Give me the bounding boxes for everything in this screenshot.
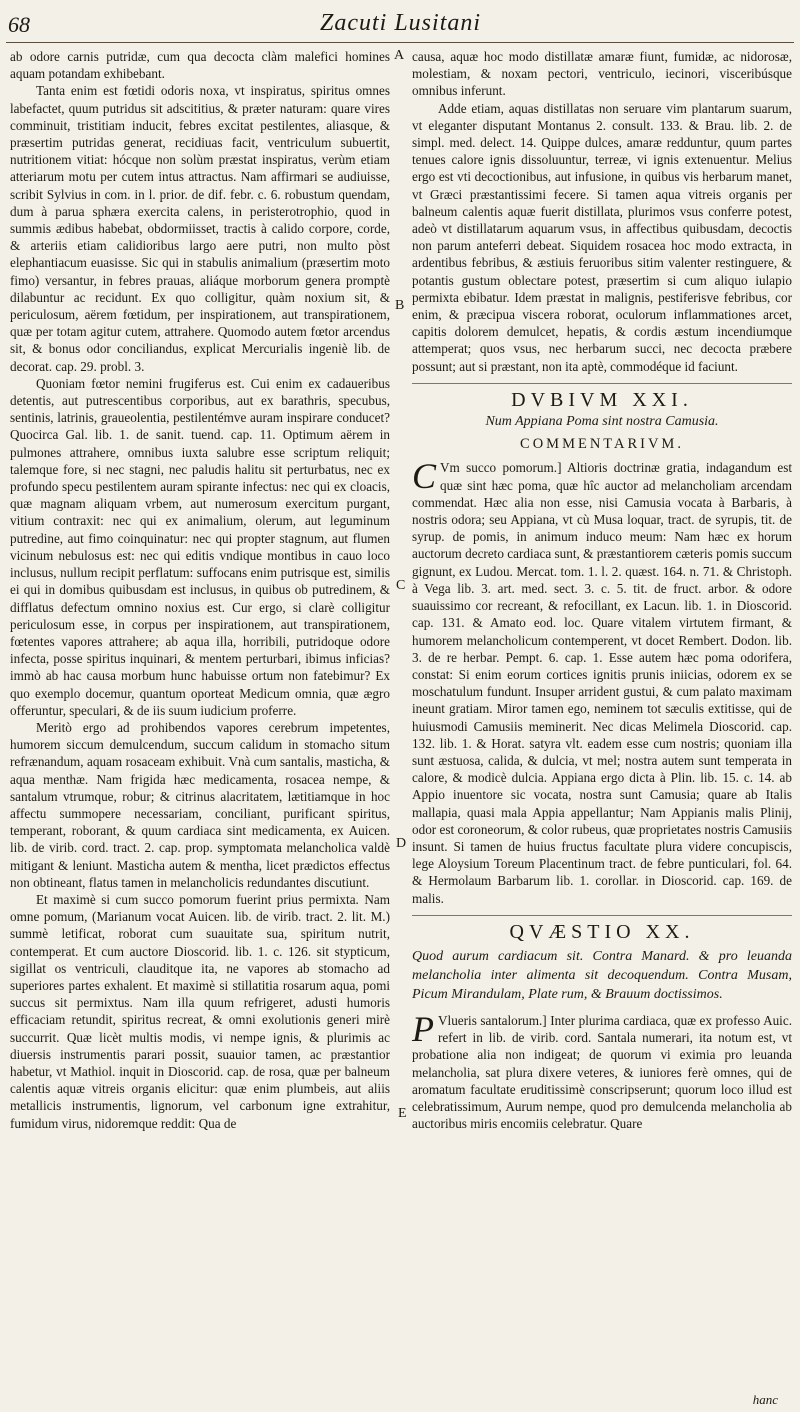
- right-paragraph-2: Adde etiam, aquas distillatas non seruare vim plantarum suarum, vt eleganter disputant Montanus 2. consult. 133. & Brau. lib. 2. de simpl. med. delect. 14. Quippe dulces, amaræ redduntur, quum partes tenues calore ignis dissoluuntur, terreæ, vi ignis extenuentur. Melius ergo est vti decoctionibus, aut infusione, in quibus vis herbarum manet, vt Græci præstantissimi fecere. Si tamen aqua vitreis organis per balneum calentis aquæ fuerit distillata, plurimos vsus conferre potest, adeò vt distillatarum aquarum vsus, in affectibus quibusdam, decoctis non parum anteferri debeat. Siquidem rosacea hoc modo extracta, in ardentibus febribus, & æstiuis feruoribus sitim valenter restinguere, & potantis gustum oblectare potest, præsertim si cum aliquo iulapio permixta ebibatur. Idem præstat in malignis, pestiferisve febribus, cor enim, & præcipua viscera roborat, oculorum inflammationes arcet, capitis dolorem demulcet, hepatis, & cordis æstum incendiumque attemperat; quos vsus, nec herbarum succi, nec decocta præbere possunt; aut si præstant, non ita aptè, commodéque id faciunt.: [412, 100, 792, 374]
- left-paragraph-3: Quoniam fœtor nemini frugiferus est. Cui enim ex cadaueribus detentis, aut putrescentibus corporibus, aut ex barathris, specubus, sentinis, latrinis, graueolentia, pestilentémve auram inspirare conducet? Quocirca Gal. lib. 1. de sanit. tuend. cap. 11. Optimum aërem in pulmones attrahere, omnibus iuxta salubre esse scriptum reliquit; talemque fore, si nec stagni, nec paludis halitu sit perturbatus, nec ex profundo specu pestilentem auram spirante infectus: nec qui ex cloacis, quæ magnam aliquam vrbem, aut numerosum exercitum purgant, vitium contraxit: nec qui ex animalium, olerum, aut leguminum putredine, aut fimo coinquinatur: nec qui propter stagnum, aut flumen vicinum nebulosus est: nec qui editis vndique montibus in cauo loco inclusus, nullum recipit perflatum: suffocans enim putrisque est, similis ei qui in domibus quibusdam est inclusus, in quibus ob putredinem, & difflatus defectum omnino noxius est. Cur ergo, si clarè colligitur periculosum esse, in corpus per inspirationem, aut transpirationem, fœtentes vapores attrahere; ab aqua illa, horribili, putridoque odore infecta, posse spiritus inquinari, & mentem perturbari, ibimus inficias? immò ab hac causa morbum hunc habuisse ortum non fatebimur? Ex quo exemplo docemur, quantum oporteat Medicum omnia, quæ ægro offeruntur, speculari, & de iis suum iudicium proferre.: [10, 375, 390, 718]
- right-column: [412, 48, 792, 1132]
- commentary-text: Vm succo pomorum.] Altioris doctrinæ gratia, indagandum est quæ sint hæc poma, quæ hîc auctor ad melancholiam arcendam commendat. Hæc alia non esse, nisi Camusia vocata à Barbaris, à nostris odora; seu Appiana, vt cù Musa loquar, tract. de syrupis, tit. de syrup. de pomis, in animum induco meum: Nam hæc ex horum auctorum decreto cardiaca sunt, & præstantiorem cæteris pomis succum gignunt, ex Ludou. Mercat. tom. 1. l. 2. quæst. 164. n. 71. & Christoph. à Vega lib. 3. art. med. sect. 3. c. 5. tit. de fruct. arbor. & odore suauissimo cor recreant, & refocillant, ex Lacun. lib. 1. in Dioscorid. cap. 131. & Amato eod. loc. Quare vitalem virtutem firmant, & humorem melancholicum contemperent, vt docet Rembert. Dodon. lib. 3. de re herbar. Pempt. 6. cap. 1. Esse autem hæc poma odorifera, constat: Si enim eorum cortices ignitis prunis iniicias, odorem ex se moschatulum fundunt. Insuper arrident gustui, & cum palato maximam ineunt gratiam. Miror tamen ego, neminem tot sæculis extitisse, qui de huiusmodi Camusiis meminerit. Nec dicas Melimela Dioscorid. cap. 132. lib. 1. & Horat. satyra vlt. eadem esse cum nostris; quoniam illa sunt æstuosa, calida, & dulcia, vt mel; nostra autem sunt temperata in calore, & modicè dulcia. Appiana ergo dicta à Plin. lib. 15. c. 14. ab Appio inuentore sic vocata, nostra sunt Camusia; quare ab Italis mallapia, quasi mala Appia appellantur; Nam Appianis malis Plinij, odor est coroneorum, & color rubeus, quæ proprietates nostris Camusiis insunt. Si tamen de huius fructus facultate plura videre concupiscis, lege Aloysium Toreum Placentinum tract. de febre punticulari, fol. 64. & Hermolaum Barbarum lib. 1. corollar. in Dioscorid. cap. 169. de malis.: [412, 460, 792, 906]
- quaestio-paragraph: [412, 1008, 792, 1132]
- quaestio-text: Vlueris santalorum.] Inter plurima cardiaca, quæ ex professo Auic. refert in lib. de virib. cord. Santala numerari, ita notum est, vt probatione alia non indigeat; de quorum vi eximia pro leuanda melancholia, sat plura dixere veteres, & iuniores ferè omnes, qui de aromatum facultate eruditissimè conscripserunt; quorum loco illud est celebratissimum, Aurum nempe, quod pro demulcenda melancholia ab auctoribus miris encomiis celebratur. Quare: [412, 1012, 792, 1132]
- margin-marker-d: D: [396, 836, 407, 851]
- margin-marker-c: C: [396, 578, 406, 593]
- margin-marker-a: A: [394, 48, 405, 63]
- left-paragraph-4: Meritò ergo ad prohibendos vapores cerebrum impetentes, humorem siccum demulcendum, succum calidum in stomacho situm refrænandum, aquam rosaceam exhibuit. Vnà cum santalis, masticha, & aqua menthæ. Nam frigida hæc medicamenta, rosacea nempe, & santalum vtrumque, robur; & citrinus alacritatem, lætitiamque in hoc affectu summopere necessariam, conciliant, purificant spiritus, temperant, roborant, & quum cardiaca sint medicamenta, ex Auicen. lib. de virib. cord. tract. 2. cap. prop. symptomata melancholica valdè mitigant & leniunt. Masticha autem & mentha, licet prædictos effectus non obtineant, flatus tamen in melancholicis redundantes discutiunt.: [10, 719, 390, 890]
- drop-cap-c: C: [412, 456, 437, 497]
- catchword: hanc: [752, 1392, 778, 1407]
- section-divider-2: [412, 915, 792, 916]
- commentary-paragraph: [412, 456, 792, 906]
- left-column: [10, 48, 390, 1132]
- dubium-subtitle: Num Appiana Poma sint nostra Camusia.: [485, 414, 719, 430]
- section-divider: [412, 383, 792, 384]
- quaestio-subtitle: Quod aurum cardiacum sit. Contra Manard. & pro leuanda melancholia inter alimenta sit decoquendum. Contra Musam, Picum Mirandulam, Plate rum, & Brauum doctissimos.: [412, 948, 792, 1002]
- margin-marker-b: B: [395, 298, 405, 313]
- left-paragraph-2: Tanta enim est fœtidi odoris noxa, vt inspiratus, spiritus omnes labefactet, quum putridus sit adscititius, & præter naturam: quare vires comminuit, tristitiam inducit, febres excitat pestilentes, aliasque, & præsertim putridas generat, recidiuas facit, ventriculum subuertit, nutritionem vitiat: hócque non solùm præstat inspiratus, verùm etiam atteriarum motu per cutem intus attractus. Nam affirmari se audiuisse, scribit Sylvius in com. in l. prior. de dif. febr. c. 6. robustum quendam, dum à parua sphæra exercita calens, in peristerotrophio, quod in summis ædibus habebat, obdormiisset, tractis à calido corpore, corde, & arteriis etiam calidioribus largo aere putri, non multo pòst elephantiacum euasisse. Sic qui in stabulis animalium (præsertim moto fimo) versantur, in febres prauas, aliáque morborum genera promptè dilabuntur ac recidunt. Ex quo colligitur, quàm noxium sit, & periculosum, aërem fœtidum, per inspirationem, aut transpirationem, quæ per totam agitur cutem, attrahere. Quomodo autem fœtor arcendus sit, & bonus odor conciliandus, explicat Mercurialis ingeniè lib. de decorat. cap. 29. probl. 3.: [10, 83, 390, 374]
- running-title: Zacuti Lusitani: [320, 10, 482, 36]
- quaestio-heading: QVÆSTIO XX.: [509, 920, 695, 943]
- page-number: 68: [8, 12, 30, 37]
- margin-marker-e: E: [398, 1106, 407, 1121]
- drop-cap-p: P: [412, 1008, 434, 1049]
- left-paragraph-1: ab odore carnis putridæ, cum qua decocta clàm malefici homines aquam potandam exhibebant.: [10, 49, 390, 82]
- dubium-heading: DVBIVM XXI.: [511, 388, 693, 411]
- commentarium-heading: COMMENTARIVM.: [520, 436, 684, 453]
- header-rule: [6, 42, 794, 43]
- right-paragraph-1: causa, aquæ hoc modo distillatæ amaræ fiunt, fumidæ, ac nidorosæ, molestiam, & noxam pectori, ventriculo, iecinori, visceribúsque omnibus inferunt.: [412, 49, 792, 99]
- left-paragraph-5: Et maximè si cum succo pomorum fuerint prius permixta. Nam omne pomum, (Marianum vocat Auicen. lib. de virib. tract. 2. lit. M.) summè letificat, roborat cum suauitate sua, spiritum nutrit, contemperat. Et cum auctore Dioscorid. lib. 1. c. 126. sit stypticum, sigillat os ventriculi, clauditque ita, ne vapores ab stomacho ad superiores partes exhalent. Et maximè si stillatitia rosarum aqua, pomi succus sit permixtus. Nam illa quum refrigeret, adusti humoris efficaciam retundit, spiritus recreat, & omni exolutionis generi mirè succurrit. Quæ licèt multis modis, vi nempe ignis, & plurimis ac diuersis instrumentis parari possit, suauior tamen, ac præstantior habetur, vt Mathiol. inquit in Dioscorid. cap. de rosa, quæ per balneum calentis aquæ vitreis organis elicitur: quæ enim plumbeis, aut aliis metallicis instrumentis, lignorum, vel carbonum igne extrahitur, fumidum virus, nidoremque reddit: Qua de: [10, 891, 390, 1131]
